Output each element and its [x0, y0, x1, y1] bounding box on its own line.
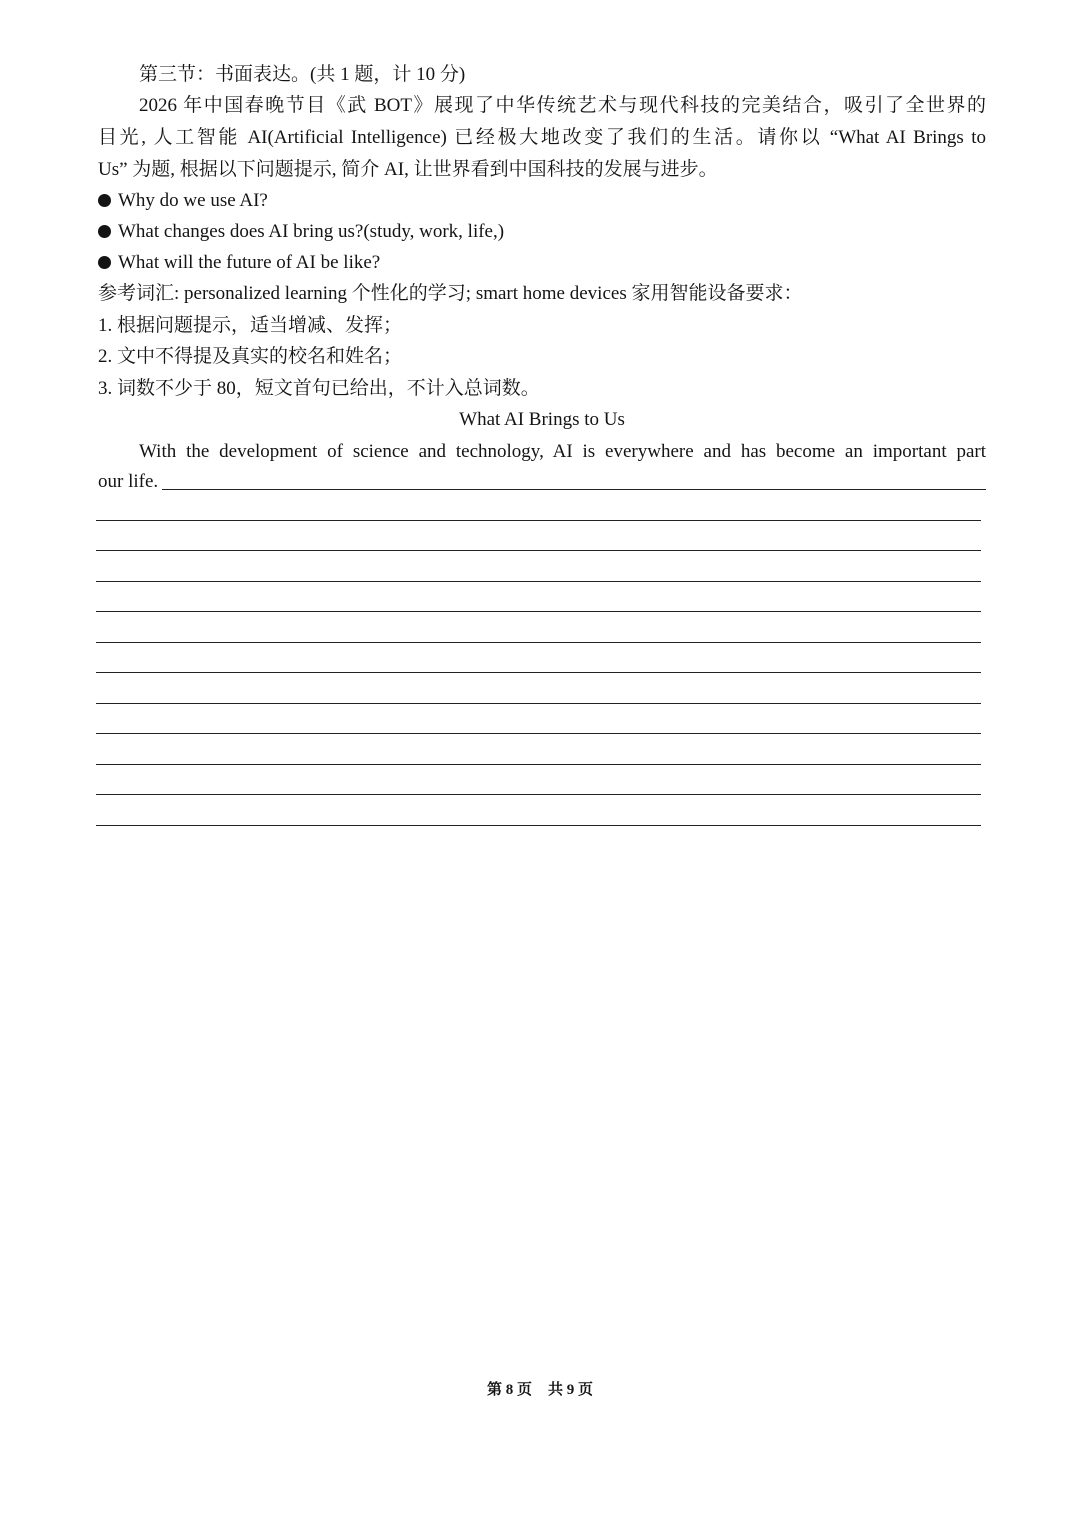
- bullet-icon: [98, 256, 111, 269]
- bullet-icon: [98, 225, 111, 238]
- section-heading: 第三节：书面表达。(共 1 题，计 10 分): [139, 64, 466, 85]
- question-text: What changes does AI bring us?(study, work, life,): [118, 221, 505, 242]
- essay-opening-line-2: our life.: [98, 471, 159, 492]
- bullet-icon: [98, 194, 111, 207]
- writing-line[interactable]: [96, 794, 981, 795]
- prompt-line-1: 2026 年中国春晚节目《武 BOT》展现了中华传统艺术与现代科技的完美结合，吸引了全世界的: [139, 95, 986, 116]
- writing-line[interactable]: [96, 825, 981, 826]
- writing-line[interactable]: [96, 550, 981, 551]
- essay-title: What AI Brings to Us: [459, 409, 625, 430]
- writing-line[interactable]: [96, 733, 981, 734]
- requirement-item: 3. 词数不少于 80，短文首句已给出，不计入总词数。: [98, 378, 540, 399]
- writing-line[interactable]: [96, 642, 981, 643]
- writing-line[interactable]: [96, 672, 981, 673]
- question-item: [98, 217, 986, 247]
- writing-line[interactable]: [162, 489, 986, 490]
- writing-line[interactable]: [96, 520, 981, 521]
- requirement-item: 2. 文中不得提及真实的校名和姓名；: [98, 346, 403, 367]
- writing-line[interactable]: [96, 611, 981, 612]
- writing-line[interactable]: [96, 703, 981, 704]
- vocabulary-line: 参考词汇: personalized learning 个性化的学习; smart home devices 家用智能设备要求：: [98, 283, 803, 304]
- page-footer: [0, 1378, 1080, 1402]
- prompt-line-3: Us” 为题, 根据以下问题提示, 简介 AI, 让世界看到中国科技的发展与进步。: [98, 159, 718, 180]
- question-text: Why do we use AI?: [118, 190, 268, 211]
- essay-opening-line-1: With the development of science and technology, AI is everywhere and has become an important part: [139, 441, 986, 462]
- question-item: [98, 186, 986, 216]
- page-total: 共 9 页: [548, 1382, 594, 1398]
- writing-line[interactable]: [96, 581, 981, 582]
- question-item: [98, 248, 986, 278]
- page-number: 第 8 页: [486, 1382, 532, 1398]
- question-text: What will the future of AI be like?: [118, 252, 381, 273]
- prompt-line-2: 目光, 人工智能 AI(Artificial Intelligence) 已经极大地改变了我们的生活。请你以 “What AI Brings to: [98, 127, 986, 148]
- requirement-item: 1. 根据问题提示，适当增减、发挥；: [98, 315, 403, 336]
- writing-line[interactable]: [96, 764, 981, 765]
